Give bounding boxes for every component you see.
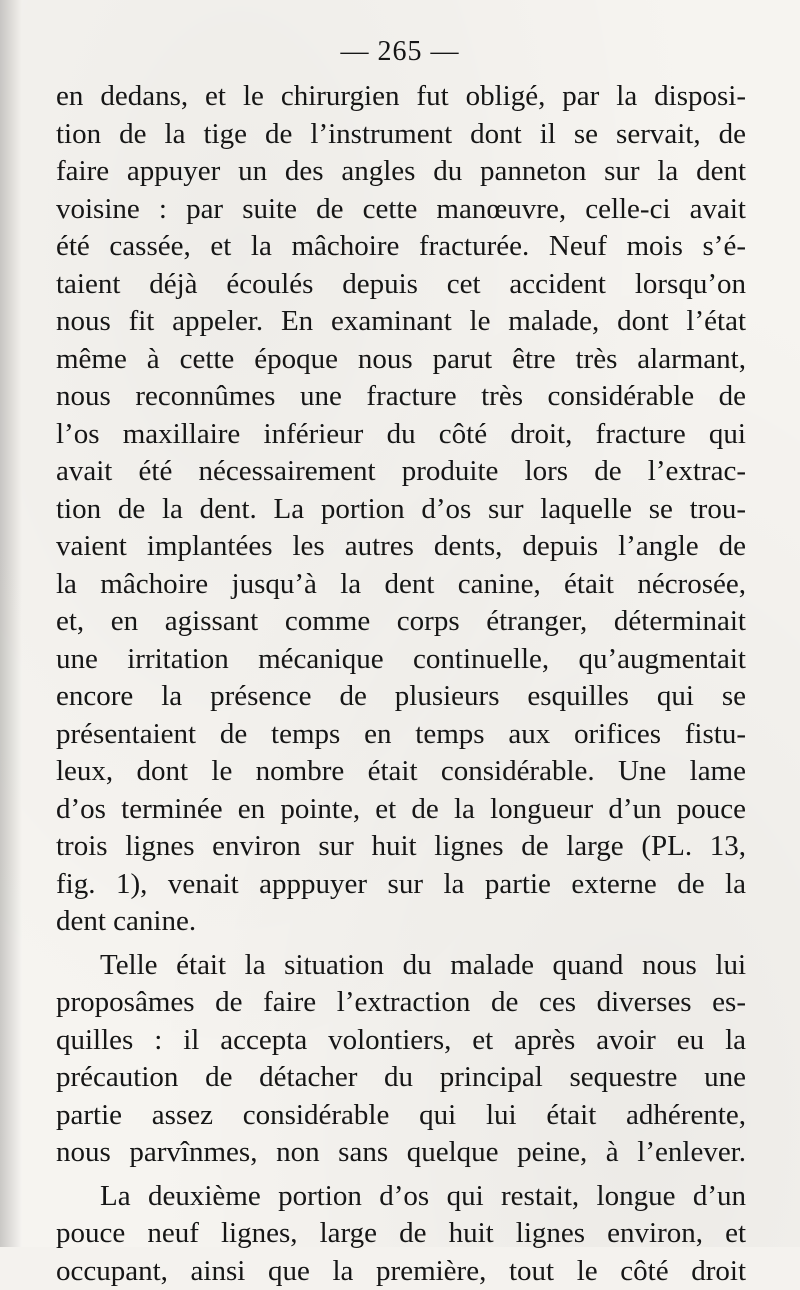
text-line: faire appuyer un des angles du panneton sur la dent bbox=[56, 153, 746, 191]
text-line: pouce neuf lignes, large de huit lignes environ, et bbox=[56, 1215, 746, 1253]
text-line: leux, dont le nombre était considérable. Une lame bbox=[56, 753, 746, 791]
text-line: fig. 1), venait apppuyer sur la partie externe de la bbox=[56, 866, 746, 904]
text-line: même à cette époque nous parut être très alarmant, bbox=[56, 341, 746, 379]
text-line: nous fit appeler. En examinant le malade, dont l’état bbox=[56, 303, 746, 341]
text-line: quilles : il accepta volontiers, et après avoir eu la bbox=[56, 1022, 746, 1060]
text-line: partie assez considérable qui lui était adhérente, bbox=[56, 1097, 746, 1135]
text-line: tion de la dent. La portion d’os sur laquelle se trou- bbox=[56, 491, 746, 529]
text-line: La deuxième portion d’os qui restait, longue d’un bbox=[56, 1178, 746, 1216]
text-line: vaient implantées les autres dents, depuis l’angle de bbox=[56, 528, 746, 566]
text-line: Telle était la situation du malade quand nous lui bbox=[56, 947, 746, 985]
text-line: taient déjà écoulés depuis cet accident lorsqu’on bbox=[56, 266, 746, 304]
text-line: voisine : par suite de cette manœuvre, celle-ci avait bbox=[56, 191, 746, 229]
text-line: en dedans, et le chirurgien fut obligé, par la disposi- bbox=[56, 78, 746, 116]
text-line: encore la présence de plusieurs esquilles qui se bbox=[56, 678, 746, 716]
paragraph-2 bbox=[56, 947, 746, 1172]
text-line: proposâmes de faire l’extraction de ces diverses es- bbox=[56, 984, 746, 1022]
text-line: dent canine. bbox=[56, 903, 746, 941]
text-line: nous parvînmes, non sans quelque peine, à l’enlever. bbox=[56, 1134, 746, 1172]
text-line: nous reconnûmes une fracture très considérable de bbox=[56, 378, 746, 416]
text-line: l’os maxillaire inférieur du côté droit, fracture qui bbox=[56, 416, 746, 454]
text-line: précaution de détacher du principal sequestre une bbox=[56, 1059, 746, 1097]
text-line: occupant, ainsi que la première, tout le côté droit bbox=[56, 1253, 746, 1290]
text-line: trois lignes environ sur huit lignes de large (PL. 13, bbox=[56, 828, 746, 866]
text-line: avait été nécessairement produite lors de l’extrac- bbox=[56, 453, 746, 491]
text-line: une irritation mécanique continuelle, qu’augmentait bbox=[56, 641, 746, 679]
page-number: — 265 — bbox=[0, 36, 800, 68]
text-line: tion de la tige de l’instrument dont il se servait, de bbox=[56, 116, 746, 154]
text-line: présentaient de temps en temps aux orifices fistu- bbox=[56, 716, 746, 754]
binding-shadow bbox=[0, 0, 22, 1247]
paragraph-3 bbox=[56, 1178, 746, 1290]
text-line: été cassée, et la mâchoire fracturée. Neuf mois s’é- bbox=[56, 228, 746, 266]
text-line: d’os terminée en pointe, et de la longueur d’un pouce bbox=[56, 791, 746, 829]
text-line: et, en agissant comme corps étranger, déterminait bbox=[56, 603, 746, 641]
body-text bbox=[56, 78, 746, 1290]
text-line: la mâchoire jusqu’à la dent canine, était nécrosée, bbox=[56, 566, 746, 604]
paragraph-1 bbox=[56, 78, 746, 941]
